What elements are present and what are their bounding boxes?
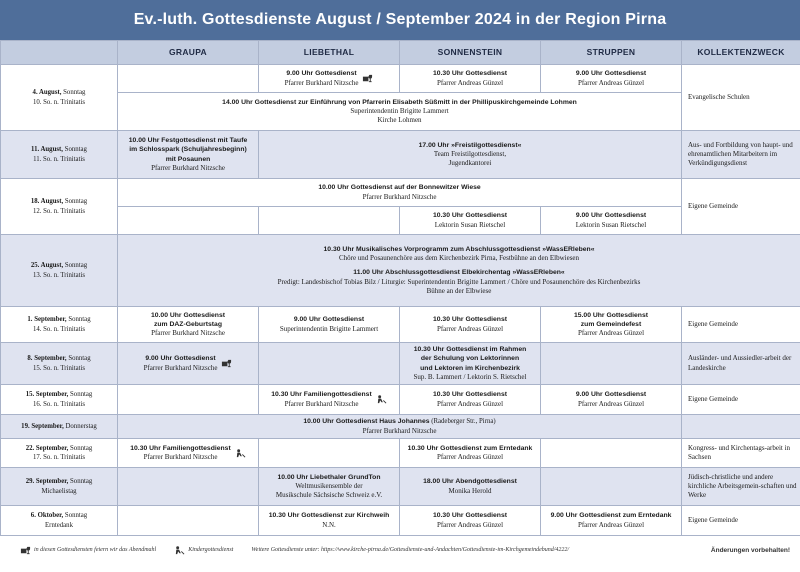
cell-graupa: 10.00 Uhr Festgottesdienst mit Taufe im Schlosspark (Schuljahresbeginn) mit Posaunen Pfarrer Burkhard Nitzsche bbox=[118, 131, 259, 179]
communion-icon bbox=[20, 545, 31, 556]
cell-liebethal bbox=[259, 207, 400, 235]
cell-graupa bbox=[118, 65, 259, 93]
cell-struppen: 15.00 Uhr Gottesdienst zum Gemeindefest Pfarrer Andreas Günzel bbox=[541, 307, 682, 343]
cell-graupa: 10.30 Uhr Familiengottesdienst Pfarrer Burkhard Nitzsche bbox=[118, 439, 259, 468]
page-title: Ev.-luth. Gottesdienste August / September 2024 in der Region Pirna bbox=[0, 0, 800, 40]
date-cell: 22. September, Sonntag 17. So. n. Trinitatis bbox=[1, 439, 118, 468]
cell-span-event: 10.30 Uhr Musikalisches Vorprogramm zum Abschlussgottesdienst »WassERleben« Chöre und Posaunenchöre aus dem Kirchenbezirk Pirna, Festbühne an den Elbwiesen 11.00 Uhr Abschlussgottesdienst Elbekirchentag »WassERleben« Predigt: Landesbischof Tobias Bilz / Liturgie: Superintendentin Brigitte Lammert / Chöre und Posaunenchöre des Kirchenbezirks Bühne an der Elbwiese bbox=[118, 235, 800, 307]
date-cell: 8. September, Sonntag 15. So. n. Trinitatis bbox=[1, 343, 118, 385]
cell-liebethal: 9.00 Uhr Gottesdienst Pfarrer Burkhard Nitzsche bbox=[259, 65, 400, 93]
header-row bbox=[1, 41, 800, 65]
cell-liebethal bbox=[259, 343, 400, 385]
cell-graupa bbox=[118, 207, 259, 235]
header-graupa: GRAUPA bbox=[118, 41, 259, 65]
cell-kollekte: Evangelische Schulen bbox=[682, 65, 800, 131]
communion-icon bbox=[362, 73, 373, 84]
child-icon bbox=[235, 448, 246, 459]
aenderungen-note: Änderungen vorbehalten! bbox=[710, 546, 790, 554]
date-cell: 6. Oktober, Sonntag Erntedank bbox=[1, 506, 118, 536]
header-kollektenzweck: KOLLEKTENZWECK bbox=[682, 41, 800, 65]
cell-graupa bbox=[118, 506, 259, 536]
table-row bbox=[1, 506, 800, 536]
date-cell: 4. August, Sonntag 10. So. n. Trinitatis bbox=[1, 65, 118, 131]
cell-kollekte: Aus- und Fortbildung von haupt- und ehrenamtlichen Mitarbeitern im Verkündigungsdienst bbox=[682, 131, 800, 179]
cell-liebethal bbox=[259, 439, 400, 468]
cell-graupa: 10.00 Uhr Gottesdienst zum DAZ-Geburtstag Pfarrer Burkhard Nitzsche bbox=[118, 307, 259, 343]
table-row bbox=[1, 93, 800, 131]
cell-liebethal: 10.00 Uhr Liebethaler GrundTon Weltmusikensemble der Musikschule Sächsische Schweiz e.V. bbox=[259, 468, 400, 506]
cell-span-event: 17.00 Uhr »Freistilgottesdienst« Team Freistilgottesdienst, Jugendkantorei bbox=[259, 131, 682, 179]
table-row bbox=[1, 343, 800, 385]
cell-liebethal: 10.30 Uhr Familiengottesdienst Pfarrer Burkhard Nitzsche bbox=[259, 385, 400, 415]
cell-sonnenstein: 10.30 Uhr Gottesdienst Pfarrer Andreas Günzel bbox=[400, 307, 541, 343]
cell-sonnenstein: 10.30 Uhr Gottesdienst Pfarrer Andreas Günzel bbox=[400, 506, 541, 536]
cell-kollekte: Eigene Gemeinde bbox=[682, 506, 800, 536]
cell-sonnenstein: 18.00 Uhr Abendgottesdienst Monika Herold bbox=[400, 468, 541, 506]
cell-struppen bbox=[541, 468, 682, 506]
legend-abendmahl: in diesen Gottesdiensten feiern wir das Abendmahl bbox=[20, 545, 156, 556]
cell-sonnenstein: 10.30 Uhr Gottesdienst im Rahmen der Schulung von Lektorinnen und Lektoren im Kirchenbezirk Sup. B. Lammert / Lektorin S. Rietschel bbox=[400, 343, 541, 385]
cell-struppen: 9.00 Uhr Gottesdienst zum Erntedank Pfarrer Andreas Günzel bbox=[541, 506, 682, 536]
cell-struppen bbox=[541, 343, 682, 385]
cell-span-event: 10.00 Uhr Gottesdienst Haus Johannes (Radeberger Str., Pirna) Pfarrer Burkhard Nitzsche bbox=[118, 415, 682, 439]
cell-struppen bbox=[541, 439, 682, 468]
cell-graupa: 9.00 Uhr Gottesdienst Pfarrer Burkhard Nitzsche bbox=[118, 343, 259, 385]
weitere-link[interactable]: Weitere Gottesdienste unter: https://www.kirche-pirna.de/Gottesdienste-und-Andachten/Gottesdienste-im-Kirchgemeindebund/4222/ bbox=[251, 547, 570, 553]
date-cell: 15. September, Sonntag 16. So. n. Trinitatis bbox=[1, 385, 118, 415]
cell-graupa bbox=[118, 385, 259, 415]
date-cell: 11. August, Sonntag 11. So. n. Trinitatis bbox=[1, 131, 118, 179]
cell-kollekte: Jüdisch-christliche und andere kirchliche Arbeitsgemein-schaften und Werke bbox=[682, 468, 800, 506]
cell-kollekte: Eigene Gemeinde bbox=[682, 307, 800, 343]
header-struppen: STRUPPEN bbox=[541, 41, 682, 65]
cell-liebethal: 9.00 Uhr Gottesdienst Superintendentin Brigitte Lammert bbox=[259, 307, 400, 343]
table-row bbox=[1, 468, 800, 506]
cell-struppen: 9.00 Uhr Gottesdienst Pfarrer Andreas Günzel bbox=[541, 65, 682, 93]
table-row bbox=[1, 235, 800, 307]
table-row bbox=[1, 65, 800, 93]
table-row bbox=[1, 439, 800, 468]
cell-span-event: 14.00 Uhr Gottesdienst zur Einführung von Pfarrerin Elisabeth Süßmitt in der Phillipuskirchgemeinde Lohmen Superintendentin Brigitte Lammert Kirche Lohmen bbox=[118, 93, 682, 131]
child-icon bbox=[376, 394, 387, 405]
cell-sonnenstein: 10.30 Uhr Gottesdienst zum Erntedank Pfarrer Andreas Günzel bbox=[400, 439, 541, 468]
cell-kollekte: Eigene Gemeinde bbox=[682, 179, 800, 235]
cell-struppen: 9.00 Uhr Gottesdienst Pfarrer Andreas Günzel bbox=[541, 385, 682, 415]
table-row bbox=[1, 131, 800, 179]
cell-graupa bbox=[118, 468, 259, 506]
child-icon bbox=[174, 545, 185, 556]
schedule-table bbox=[0, 40, 800, 536]
cell-liebethal: 10.30 Uhr Gottesdienst zur Kirchweih N.N. bbox=[259, 506, 400, 536]
cell-sonnenstein: 10.30 Uhr Gottesdienst Pfarrer Andreas Günzel bbox=[400, 385, 541, 415]
cell-kollekte bbox=[682, 415, 800, 439]
legend-kinder: Kindergottesdienst bbox=[174, 545, 233, 556]
cell-span-event: 10.00 Uhr Gottesdienst auf der Bonnewitzer Wiese Pfarrer Burkhard Nitzsche bbox=[118, 179, 682, 207]
table-row bbox=[1, 179, 800, 207]
cell-kollekte: Kongress- und Kirchentags-arbeit in Sachsen bbox=[682, 439, 800, 468]
table-row bbox=[1, 307, 800, 343]
footer bbox=[0, 538, 800, 562]
date-cell: 1. September, Sonntag 14. So. n. Trinitatis bbox=[1, 307, 118, 343]
table-row bbox=[1, 207, 800, 235]
cell-sonnenstein: 10.30 Uhr Gottesdienst Lektorin Susan Rietschel bbox=[400, 207, 541, 235]
date-cell: 18. August, Sonntag 12. So. n. Trinitatis bbox=[1, 179, 118, 235]
header-liebethal: LIEBETHAL bbox=[259, 41, 400, 65]
communion-icon bbox=[221, 358, 232, 369]
date-cell: 25. August, Sonntag 13. So. n. Trinitatis bbox=[1, 235, 118, 307]
table-row bbox=[1, 385, 800, 415]
table-row bbox=[1, 415, 800, 439]
cell-sonnenstein: 10.30 Uhr Gottesdienst Pfarrer Andreas Günzel bbox=[400, 65, 541, 93]
cell-kollekte: Ausländer- und Aussiedler-arbeit der Landeskirche bbox=[682, 343, 800, 385]
date-cell: 29. September, Sonntag Michaelistag bbox=[1, 468, 118, 506]
cell-struppen: 9.00 Uhr Gottesdienst Lektorin Susan Rietschel bbox=[541, 207, 682, 235]
header-date bbox=[1, 41, 118, 65]
date-cell: 19. September, Donnerstag bbox=[1, 415, 118, 439]
cell-kollekte: Eigene Gemeinde bbox=[682, 385, 800, 415]
header-sonnenstein: SONNENSTEIN bbox=[400, 41, 541, 65]
